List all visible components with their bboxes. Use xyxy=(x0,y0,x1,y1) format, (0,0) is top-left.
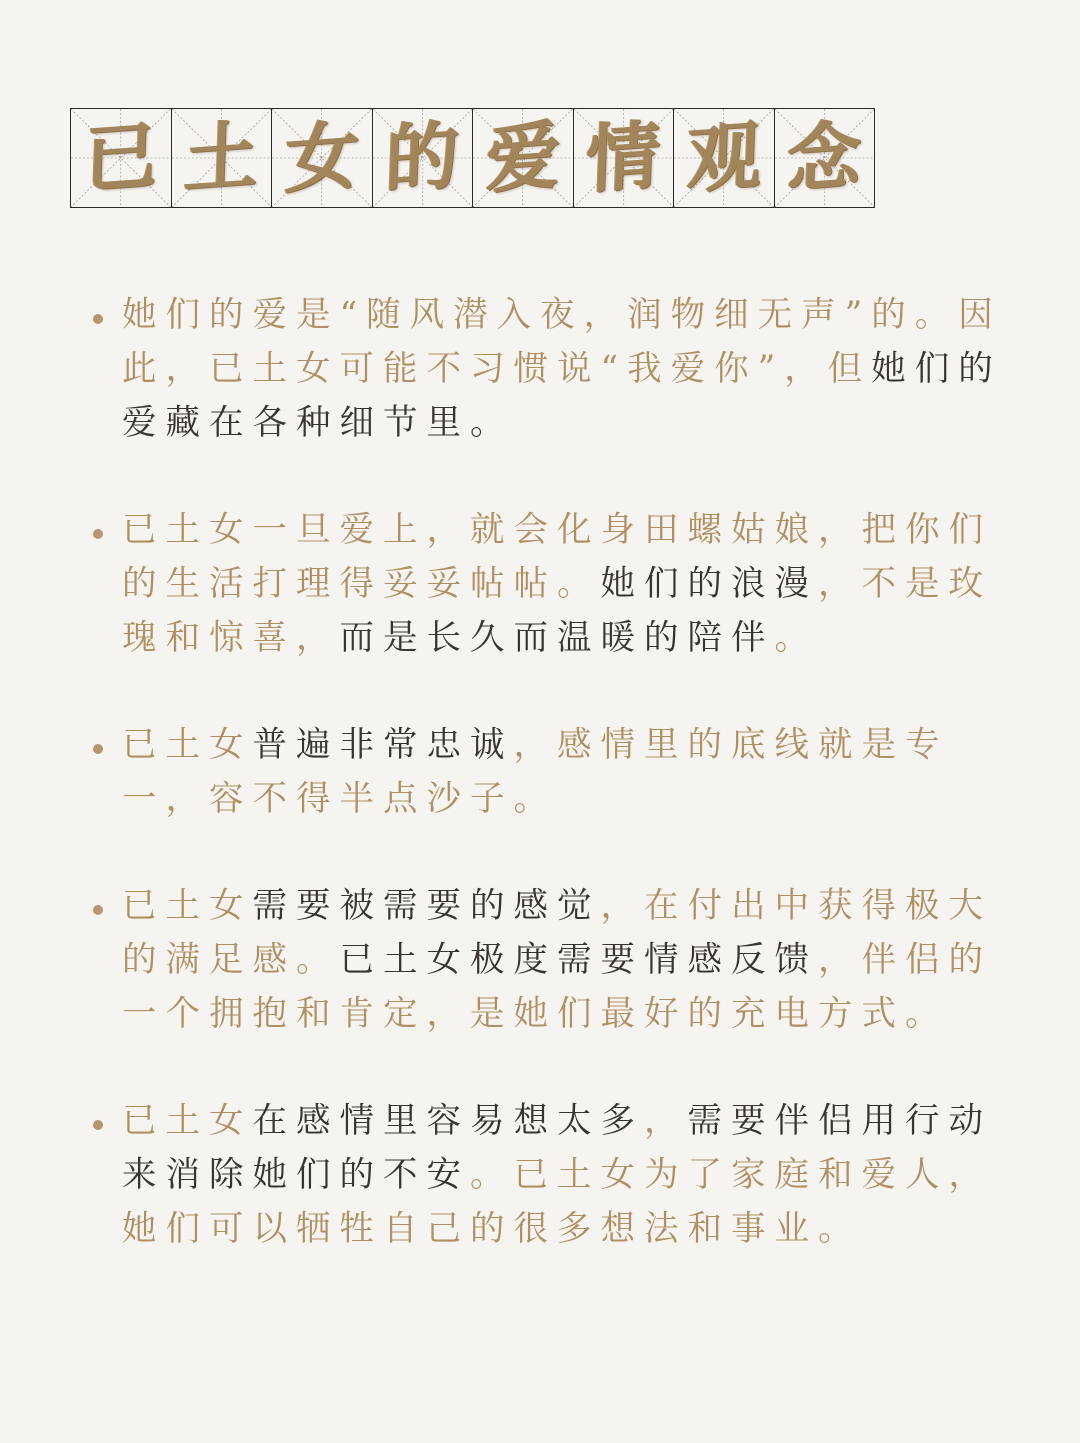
title-char: 观 xyxy=(685,112,763,204)
text-dark: 她们的爱藏在各种细节里。 xyxy=(122,349,1002,443)
item-text xyxy=(122,879,1028,1041)
title-char: 情 xyxy=(584,112,662,204)
title-cell xyxy=(573,108,675,208)
text-gold: ，在付出中获得极大的满足感。 xyxy=(122,886,992,980)
text-gold: ，感情里的底线就是专一，容不得半点沙子。 xyxy=(122,725,949,819)
bullet-dot-icon xyxy=(93,314,103,324)
text-dark: 普遍非常忠诚 xyxy=(252,725,514,765)
title-cell xyxy=(70,108,172,208)
title-char: 念 xyxy=(785,112,863,204)
text-gold: ，不是玫瑰和惊喜， xyxy=(122,564,992,658)
bullet-dot-icon xyxy=(93,529,103,539)
text-dark: 在感情里容易想太多 xyxy=(252,1101,644,1141)
item-text xyxy=(122,503,1028,665)
bullet-list xyxy=(88,288,1028,1309)
list-item xyxy=(88,879,1028,1041)
title-cell xyxy=(673,108,775,208)
title-char: 已 xyxy=(82,112,160,204)
list-item xyxy=(88,718,1028,826)
text-gold: ， xyxy=(644,1101,688,1141)
text-gold: 已土女 xyxy=(122,886,253,926)
text-gold: 已土女 xyxy=(122,1101,253,1141)
text-dark: 她们的浪漫 xyxy=(600,564,818,604)
item-text xyxy=(122,288,1028,450)
text-gold: 。 xyxy=(774,618,818,658)
title-cell xyxy=(472,108,574,208)
text-gold: 她们的爱是“随风潜入夜，润物细无声”的。因此，已土女可能不习惯说“我爱你”，但 xyxy=(122,295,1002,389)
title-char: 爱 xyxy=(484,112,562,204)
text-gold: 已土女 xyxy=(122,725,253,765)
text-gold: 。已土女为了家庭和爱人，她们可以牺牲自己的很多想法和事业。 xyxy=(122,1155,992,1249)
text-dark: 需要被需要的感觉 xyxy=(252,886,601,926)
title-cell xyxy=(372,108,474,208)
title-char: 女 xyxy=(283,112,361,204)
item-text xyxy=(122,1094,1028,1256)
title-char: 的 xyxy=(383,112,461,204)
list-item xyxy=(88,503,1028,665)
title-cell xyxy=(271,108,373,208)
item-text xyxy=(122,718,1028,826)
text-dark: 需要伴侣用行动来消除她们的不安 xyxy=(122,1101,992,1195)
title-grid xyxy=(70,108,875,208)
title-cell xyxy=(171,108,273,208)
list-item xyxy=(88,288,1028,450)
bullet-dot-icon xyxy=(93,1120,103,1130)
title-char: 土 xyxy=(182,112,260,204)
text-dark: 已土女极度需要情感反馈 xyxy=(339,940,818,980)
text-dark: 而是长久而温暖的陪伴 xyxy=(339,618,775,658)
text-gold: ，伴侣的一个拥抱和肯定，是她们最好的充电方式。 xyxy=(122,940,992,1034)
list-item xyxy=(88,1094,1028,1256)
bullet-dot-icon xyxy=(93,744,103,754)
bullet-dot-icon xyxy=(93,905,103,915)
title-cell xyxy=(774,108,876,208)
text-gold: 已土女一旦爱上，就会化身田螺姑娘，把你们的生活打理得妥妥帖帖。 xyxy=(122,510,992,604)
